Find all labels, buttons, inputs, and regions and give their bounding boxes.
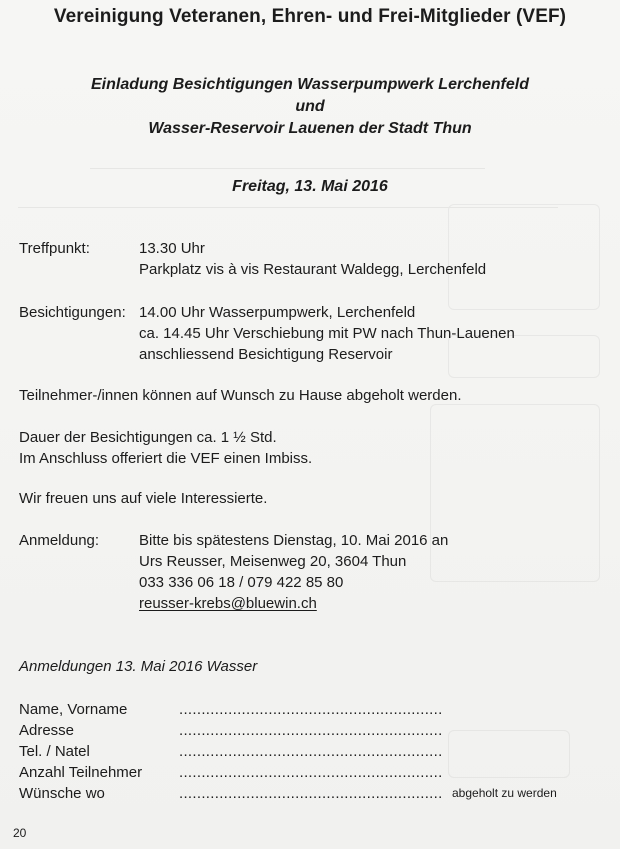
form-row-pickup <box>19 783 604 804</box>
treffpunkt-content <box>139 238 602 280</box>
besichtigungen-label: Besichtigungen: <box>19 304 126 321</box>
page-number: 20 <box>13 826 27 840</box>
registration-form <box>19 699 604 804</box>
besichtigungen-line-1: 14.00 Uhr Wasserpumpwerk, Lerchenfeld <box>139 304 416 321</box>
page-title: Vereinigung Veteranen, Ehren- und Frei-Mitglieder (VEF) <box>53 6 567 27</box>
event-date: Freitag, 13. Mai 2016 <box>232 178 388 195</box>
pickup-note: Teilnehmer-/innen können auf Wunsch zu Hause abgeholt werden. <box>19 387 462 404</box>
form-row-name <box>19 699 604 720</box>
registration-title: Anmeldungen 13. Mai 2016 Wasser <box>19 658 258 675</box>
besichtigungen-content <box>139 302 602 365</box>
anmeldung-line-2: Urs Reusser, Meisenweg 20, 3604 Thun <box>139 553 407 570</box>
besichtigungen-line-2: ca. 14.45 Uhr Verschiebung mit PW nach Thun-Lauenen <box>139 325 515 342</box>
pickup-suffix: abgeholt zu werden <box>452 786 557 800</box>
pickup-field[interactable]: ........................................................... <box>179 785 443 802</box>
treffpunkt-line-1: 13.30 Uhr <box>139 240 205 257</box>
duration-block <box>19 427 602 469</box>
subtitle-line-1: Einladung Besichtigungen Wasserpumpwerk Lerchenfeld <box>90 76 529 93</box>
treffpunkt-line-2: Parkplatz vis à vis Restaurant Waldegg, Lerchenfeld <box>139 261 487 278</box>
anmeldung-line-1: Bitte bis spätestens Dienstag, 10. Mai 2016 an <box>139 532 449 549</box>
form-row-address <box>19 720 604 741</box>
subtitle-block <box>0 74 620 140</box>
anmeldung-content <box>139 530 602 614</box>
phone-field[interactable]: ........................................................... <box>179 743 443 760</box>
besichtigungen-section <box>19 302 602 365</box>
count-label: Anzahl Teilnehmer <box>19 764 143 781</box>
form-row-phone <box>19 741 604 762</box>
name-label: Name, Vorname <box>19 701 128 718</box>
phone-label: Tel. / Natel <box>19 743 90 760</box>
anmeldung-section <box>19 530 602 614</box>
address-field[interactable]: ........................................................... <box>179 722 443 739</box>
bleed-line <box>90 168 485 169</box>
treffpunkt-section <box>19 238 602 280</box>
email-link[interactable]: reusser-krebs@bluewin.ch <box>139 595 317 612</box>
bleed-line <box>18 207 558 208</box>
subtitle-line-3: Wasser-Reservoir Lauenen der Stadt Thun <box>148 120 472 137</box>
treffpunkt-label: Treffpunkt: <box>19 240 90 257</box>
address-label: Adresse <box>19 722 75 739</box>
duration-line-2: Im Anschluss offeriert die VEF einen Imbiss. <box>19 450 313 467</box>
count-field[interactable]: ........................................................... <box>179 764 443 781</box>
pickup-label: Wünsche wo <box>19 785 105 802</box>
anmeldung-label: Anmeldung: <box>19 532 100 549</box>
anmeldung-line-3: 033 336 06 18 / 079 422 85 80 <box>139 574 344 591</box>
duration-line-1: Dauer der Besichtigungen ca. 1 ½ Std. <box>19 429 277 446</box>
subtitle-line-2: und <box>295 98 325 115</box>
name-field[interactable]: ........................................................... <box>179 701 443 718</box>
form-row-count <box>19 762 604 783</box>
closing-line: Wir freuen uns auf viele Interessierte. <box>19 490 268 507</box>
besichtigungen-line-3: anschliessend Besichtigung Reservoir <box>139 346 393 363</box>
